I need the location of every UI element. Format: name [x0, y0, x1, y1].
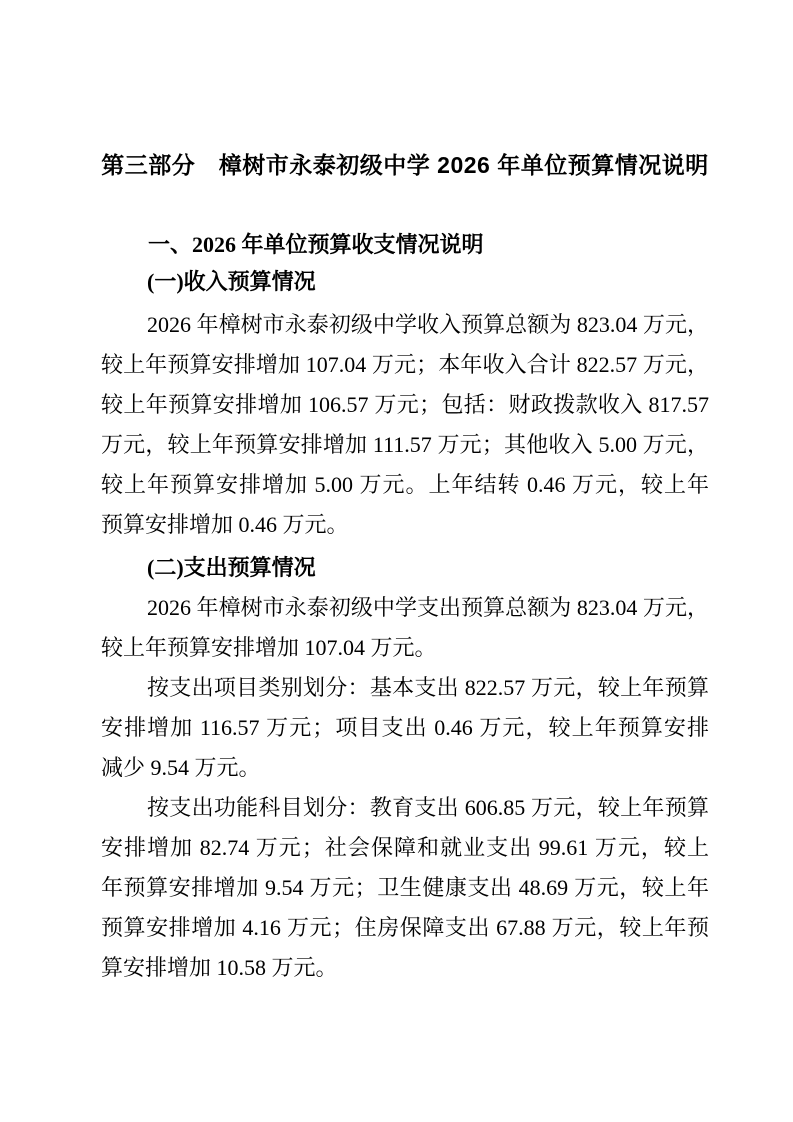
text-line: 预算安排增加 4.16 万元；住房保障支出 67.88 万元，较上年预 — [101, 915, 709, 940]
text-line: 较上年预算安排增加 107.04 万元。 — [101, 635, 437, 660]
text-line: 2026 年樟树市永泰初级中学收入预算总额为 823.04 万元， — [147, 312, 709, 337]
page-content — [101, 0, 709, 988]
section-heading-budget-overview: 一、2026 年单位预算收支情况说明 — [148, 232, 484, 257]
text-line: 较上年预算安排增加 107.04 万元；本年收入合计 822.57 万元， — [101, 352, 709, 377]
text-line: 安排增加 82.74 万元；社会保障和就业支出 99.61 万元，较上 — [101, 835, 709, 860]
text-line: 万元，较上年预算安排增加 111.57 万元；其他收入 5.00 万元， — [101, 432, 709, 457]
text-line: 2026 年樟树市永泰初级中学支出预算总额为 823.04 万元， — [147, 595, 709, 620]
text-line: 按支出功能科目划分：教育支出 606.85 万元，较上年预算 — [147, 795, 709, 820]
text-line: 年预算安排增加 9.54 万元；卫生健康支出 48.69 万元，较上年 — [101, 875, 709, 900]
text-line: 按支出项目类别划分：基本支出 822.57 万元，较上年预算 — [147, 675, 709, 700]
text-line: 预算安排增加 0.46 万元。 — [101, 512, 349, 537]
text-line: 较上年预算安排增加 5.00 万元。上年结转 0.46 万元，较上年 — [101, 472, 709, 497]
text-line: 安排增加 116.57 万元；项目支出 0.46 万元，较上年预算安排 — [101, 715, 709, 740]
paragraph-expense-total — [101, 588, 709, 668]
paragraph-expense-by-category — [101, 668, 709, 788]
paragraph-expense-by-function — [101, 788, 709, 988]
subsection-heading-income: (一)收入预算情况 — [147, 269, 316, 294]
text-line: 算安排增加 10.58 万元。 — [101, 955, 338, 980]
paragraph-income-budget — [101, 305, 709, 545]
subsection-heading-expense: (二)支出预算情况 — [147, 555, 316, 580]
text-line: 较上年预算安排增加 106.57 万元；包括：财政拨款收入 817.57 — [101, 392, 709, 417]
text-line: 减少 9.54 万元。 — [101, 755, 261, 780]
document-title: 第三部分 樟树市永泰初级中学 2026 年单位预算情况说明 — [101, 152, 709, 178]
